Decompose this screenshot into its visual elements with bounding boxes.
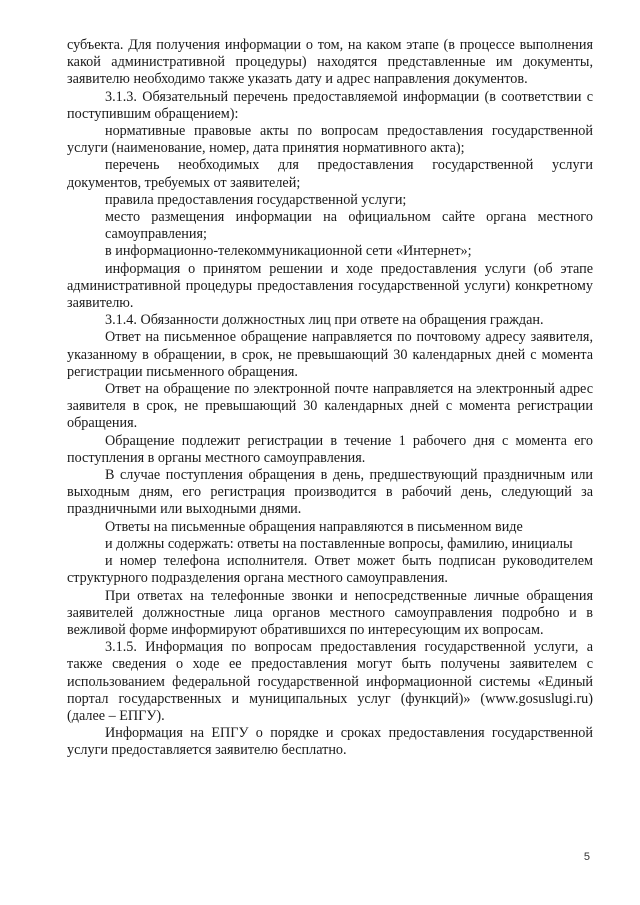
paragraph: 3.1.5. Информация по вопросам предоставления государственной услуги, а также сведения о ходе ее предоставления могут быть получены заявителем с использованием федеральной государственной информационной системы «Единый портал государственных и муниципальных услуг (функций)» (www.gosuslugi.ru) (далее – ЕПГУ). [67,639,593,724]
paragraph: Информация на ЕПГУ о порядке и сроках предоставления государственной услуги предоставляется заявителю бесплатно. [67,725,593,759]
paragraph: В случае поступления обращения в день, предшествующий праздничным или выходным дням, его регистрация производится в рабочий день, следующий за праздничными или выходными днями. [67,467,593,518]
paragraph: и должны содержать: ответы на поставленные вопросы, фамилию, инициалы [105,535,573,552]
paragraph: 3.1.3. Обязательный перечень предоставляемой информации (в соответствии с поступившим обращением): [67,88,593,122]
paragraph: Ответ на обращение по электронной почте направляется на электронный адрес заявителя в срок, не превышающий 30 календарных дней с момента регистрации обращения. [67,381,593,432]
paragraph: Ответ на письменное обращение направляется по почтовому адресу заявителя, указанному в обращении, в срок, не превышающий 30 календарных дней с момента регистрации письменного обращения. [67,329,593,380]
paragraph: 3.1.4. Обязанности должностных лиц при ответе на обращения граждан. [105,312,544,329]
paragraph: субъекта. Для получения информации о том, на каком этапе (в процессе выполнения какой административной процедуры) находятся представленные им документы, заявителю необходимо также указать дату и адрес направления документов. [67,37,593,88]
page-number: 5 [583,851,590,863]
document-body [67,37,593,760]
paragraph: в информационно-телекоммуникационной сети «Интернет»; [105,243,472,260]
paragraph: Обращение подлежит регистрации в течение 1 рабочего дня с момента его поступления в органы местного самоуправления. [67,432,593,466]
paragraph: правила предоставления государственной услуги; [105,191,407,208]
paragraph: При ответах на телефонные звонки и непосредственные личные обращения заявителей должностные лица органов местного самоуправления подробно и в вежливой форме информируют обратившихся по интересующим их вопросам. [67,587,593,638]
paragraph: перечень необходимых для предоставления государственной услуги документов, требуемых от заявителей; [67,157,593,191]
paragraph: информация о принятом решении и ходе предоставления услуги (об этапе административной процедуры предоставления государственной услуги) конкретному заявителю. [67,260,593,312]
paragraph: и номер телефона исполнителя. Ответ может быть подписан руководителем структурного подразделения органа местного самоуправления. [67,553,593,587]
paragraph: место размещения информации на официальном сайте органа местного самоуправления; [105,209,593,243]
paragraph: нормативные правовые акты по вопросам предоставления государственной услуги (наименование, номер, дата принятия нормативного акта); [67,123,593,157]
paragraph: Ответы на письменные обращения направляются в письменном виде [105,518,523,535]
